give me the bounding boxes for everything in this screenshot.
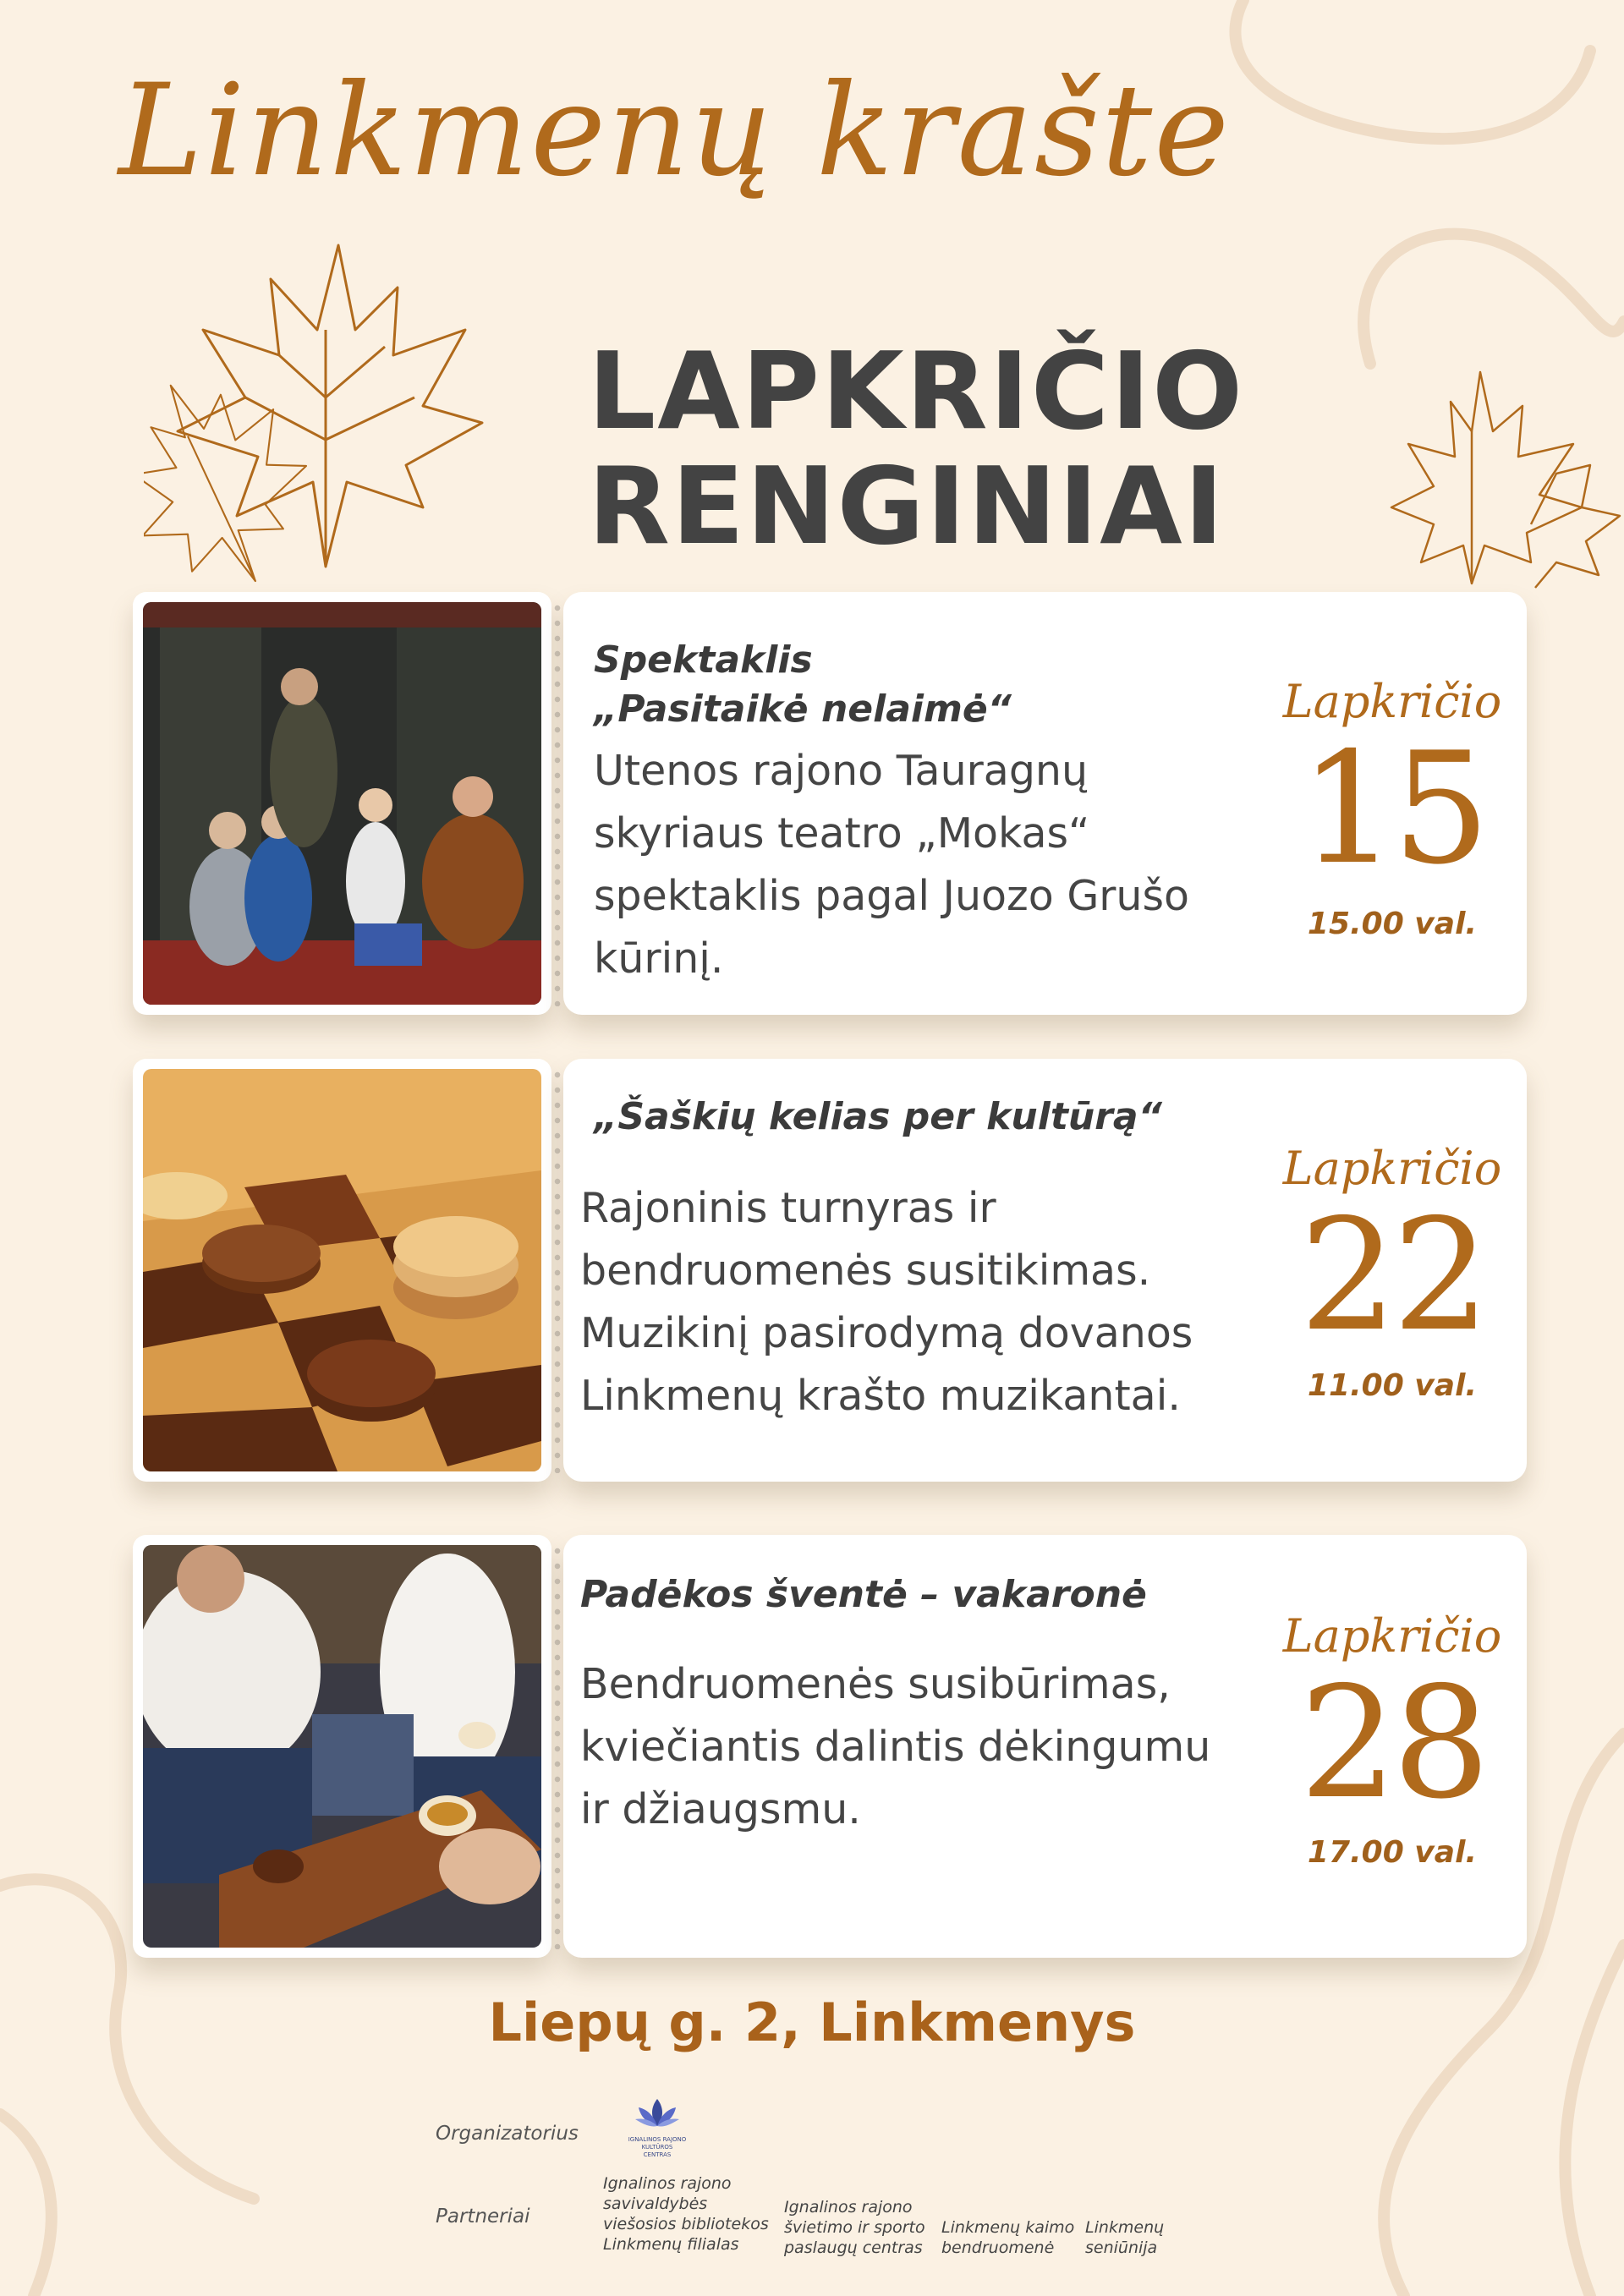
tea-gathering-photo bbox=[143, 1545, 541, 1948]
event-day: 15 bbox=[1299, 719, 1485, 898]
address: Liepų g. 2, Linkmenys bbox=[488, 1992, 1136, 2053]
event-description: Bendruomenės susibūrimas, kviečiantis dalintis dėkingumu ir džiaugsmu. bbox=[580, 1660, 1211, 1833]
page-title bbox=[588, 329, 1315, 568]
ticket-perforation bbox=[551, 1543, 563, 1949]
ticket-perforation bbox=[551, 600, 563, 1006]
maple-leaf-large-icon bbox=[144, 228, 499, 584]
event-title-line-1: Spektaklis bbox=[594, 638, 813, 682]
event-day: 22 bbox=[1299, 1186, 1485, 1365]
headline-line-1: LAPKRIČIO bbox=[588, 329, 1245, 453]
event-month: Lapkričio bbox=[1282, 675, 1502, 728]
theatre-performance-photo bbox=[143, 602, 541, 1005]
photo-frame bbox=[133, 592, 551, 1015]
partner-2: Ignalinos rajono švietimo ir sporto paslaugų centras bbox=[784, 2198, 925, 2257]
lotus-logo-icon bbox=[632, 2096, 683, 2133]
partner-3: Linkmenų kaimo bendruomenė bbox=[941, 2218, 1075, 2257]
event-day: 28 bbox=[1299, 1653, 1485, 1833]
checkers-board-photo bbox=[143, 1069, 541, 1471]
event-card-2 bbox=[133, 1059, 1527, 1482]
event-title bbox=[594, 636, 1254, 734]
event-title: „Šaškių kelias per kultūrą“ bbox=[594, 1095, 1162, 1138]
event-info-card bbox=[563, 1059, 1527, 1482]
maple-leaf-small-icon bbox=[1387, 364, 1624, 592]
partners-label: Partneriai bbox=[436, 2206, 530, 2228]
headline-line-2: RENGINIAI bbox=[588, 444, 1226, 568]
event-card-3 bbox=[133, 1535, 1527, 1958]
event-month: Lapkričio bbox=[1282, 1142, 1502, 1195]
organizer-logo-text: IGNALINOS RAJONO KULTŪROS CENTRAS bbox=[628, 2136, 687, 2158]
script-title: Linkmenų krašte bbox=[118, 58, 1232, 205]
event-info-card bbox=[563, 1535, 1527, 1958]
event-time: 11.00 val. bbox=[1307, 1368, 1478, 1403]
event-card-1 bbox=[133, 592, 1527, 1015]
partner-1: Ignalinos rajono savivaldybės viešosios bibliotekos Linkmenų filialas bbox=[603, 2174, 769, 2254]
event-description: Rajoninis turnyras ir bendruomenės susitikimas. Muzikinį pasirodymą dovanos Linkmenų krašto muzikantai. bbox=[580, 1184, 1193, 1420]
event-time: 17.00 val. bbox=[1307, 1835, 1478, 1870]
organizer-logo bbox=[628, 2096, 687, 2159]
event-month: Lapkričio bbox=[1282, 1609, 1502, 1663]
event-description: Utenos rajono Tauragnų skyriaus teatro „Mokas“ spektaklis pagal Juozo Grušo kūrinį. bbox=[594, 747, 1189, 983]
organizer-label: Organizatorius bbox=[436, 2123, 579, 2145]
photo-frame bbox=[133, 1059, 551, 1482]
ticket-perforation bbox=[551, 1067, 563, 1473]
photo-frame bbox=[133, 1535, 551, 1958]
event-title: Padėkos šventė – vakaronė bbox=[580, 1573, 1147, 1616]
event-time: 15.00 val. bbox=[1307, 907, 1478, 941]
partner-4: Linkmenų seniūnija bbox=[1085, 2218, 1165, 2257]
event-title-line-2: „Pasitaikė nelaimė“ bbox=[594, 688, 1012, 731]
event-info-card bbox=[563, 592, 1527, 1015]
